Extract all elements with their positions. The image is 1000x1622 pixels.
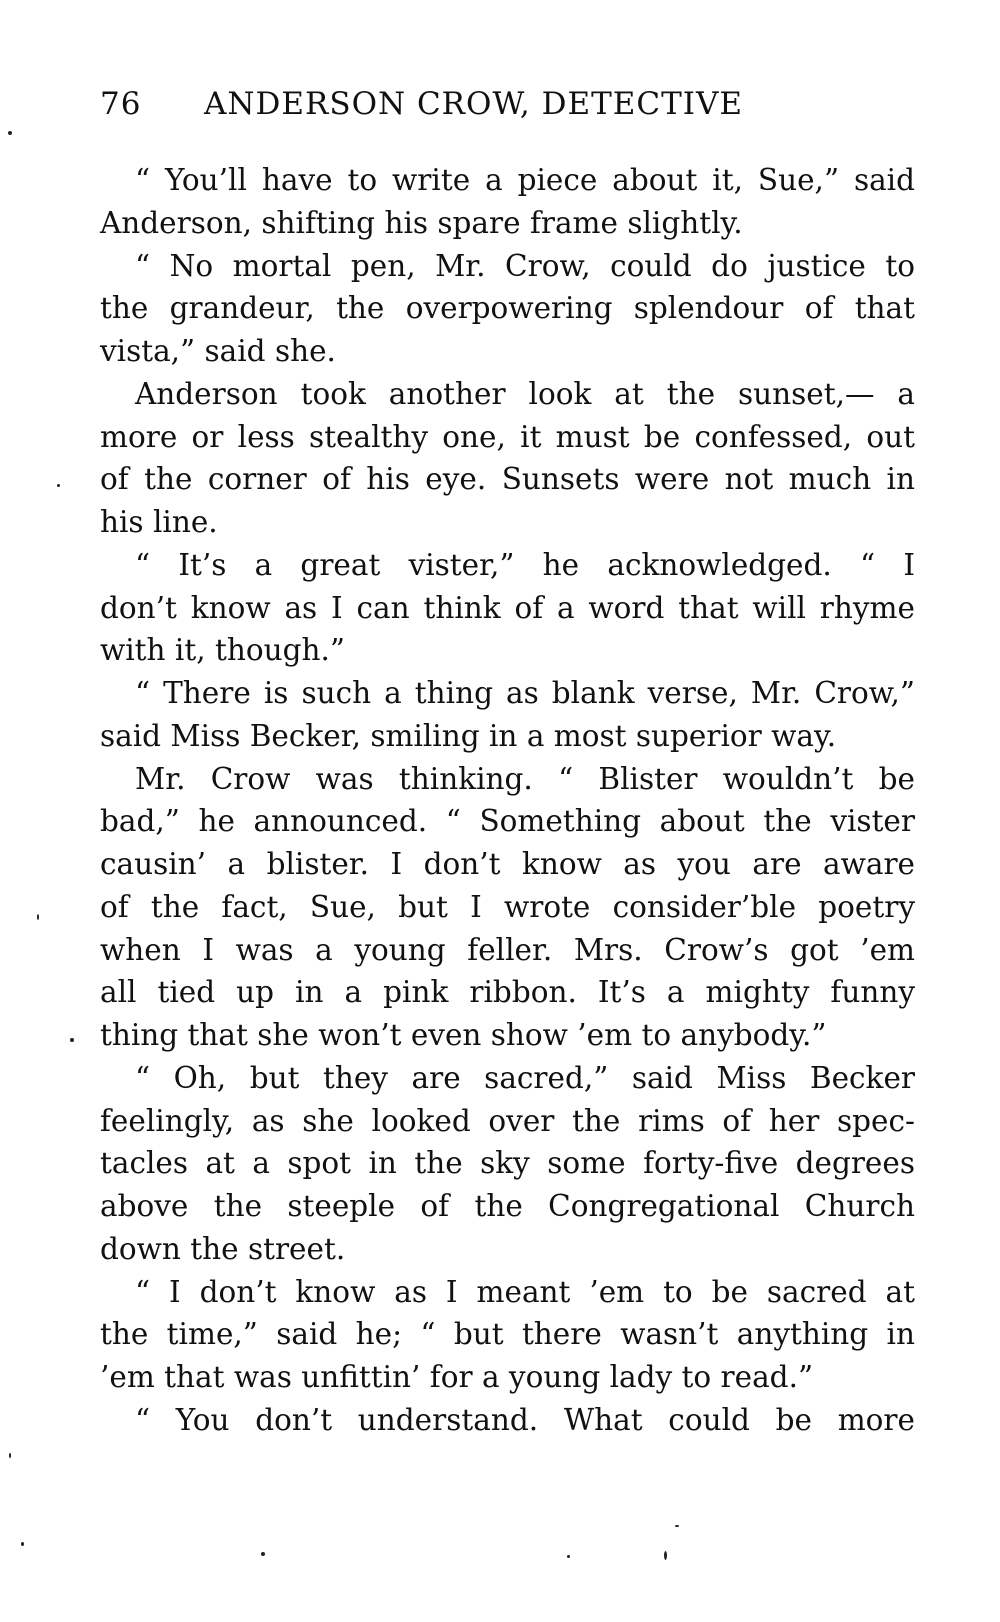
- text-line: his line.: [100, 505, 218, 539]
- body-text: [100, 159, 915, 1442]
- text-line: with it, though.”: [100, 633, 345, 668]
- page-number: 76: [100, 86, 142, 122]
- text-line: Mr. Crow was thinking. “ Blister wouldn’t be: [135, 761, 915, 796]
- text-line: said Miss Becker, smiling in a most superior way.: [100, 718, 837, 753]
- text-line: of the corner of his eye. Sunsets were not much in: [100, 462, 915, 497]
- text-line: “ I don’t know as I meant ’em to be sacred at: [135, 1274, 915, 1309]
- scan-speck: [567, 1555, 570, 1558]
- text-line: “ You’ll have to write a piece about it, Sue,” said: [135, 163, 915, 197]
- scan-speck: [57, 484, 60, 487]
- text-line: the time,” said he; “ but there wasn’t anything in: [100, 1317, 915, 1352]
- scan-speck: [675, 1525, 679, 1527]
- text-line: feelingly, as she looked over the rims of her spec-: [100, 1103, 915, 1138]
- text-line: down the street.: [100, 1231, 346, 1266]
- text-line: Anderson took another look at the sunset,— a: [135, 376, 915, 411]
- scan-speck: [664, 1551, 667, 1560]
- text-line: “ There is such a thing as blank verse, Mr. Crow,”: [135, 676, 915, 710]
- text-line: “ No mortal pen, Mr. Crow, could do justice to: [135, 248, 915, 283]
- text-line: “ Oh, but they are sacred,” said Miss Becker: [135, 1060, 915, 1095]
- text-line: vista,” said she.: [100, 334, 336, 368]
- text-line: tacles at a spot in the sky some forty-five degrees: [100, 1146, 915, 1181]
- text-line: the grandeur, the overpowering splendour of that: [100, 291, 915, 326]
- text-line: Anderson, shifting his spare frame slightly.: [100, 205, 743, 240]
- text-line: “ You don’t understand. What could be more: [135, 1402, 915, 1437]
- running-title: ANDERSON CROW, DETECTIVE: [204, 86, 744, 122]
- scan-speck: [70, 1038, 74, 1042]
- text-line: causin’ a blister. I don’t know as you are aware: [100, 847, 915, 881]
- text-line: of the fact, Sue, but I wrote consider’ble poetry: [100, 889, 915, 924]
- text-line: thing that she won’t even show ’em to anybody.”: [100, 1018, 827, 1052]
- scan-speck: [21, 1542, 24, 1546]
- text-line: “ It’s a great vister,” he acknowledged. “ I: [135, 547, 915, 582]
- text-line: don’t know as I can think of a word that will rhyme: [100, 590, 915, 625]
- scan-speck: [261, 1552, 265, 1556]
- text-line: more or less stealthy one, it must be confessed, out: [100, 419, 915, 454]
- text-line: all tied up in a pink ribbon. It’s a mighty funny: [100, 975, 915, 1010]
- scan-speck: [37, 914, 39, 920]
- scan-speck: [8, 131, 12, 135]
- page-header: [100, 86, 840, 132]
- text-line: bad,” he announced. “ Something about the vister: [100, 804, 915, 839]
- text-line: above the steeple of the Congregational Church: [100, 1189, 915, 1223]
- text-line: when I was a young feller. Mrs. Crow’s got ’em: [100, 932, 915, 967]
- scan-speck: [9, 1453, 11, 1458]
- text-line: ’em that was unfittin’ for a young lady to read.”: [100, 1360, 814, 1394]
